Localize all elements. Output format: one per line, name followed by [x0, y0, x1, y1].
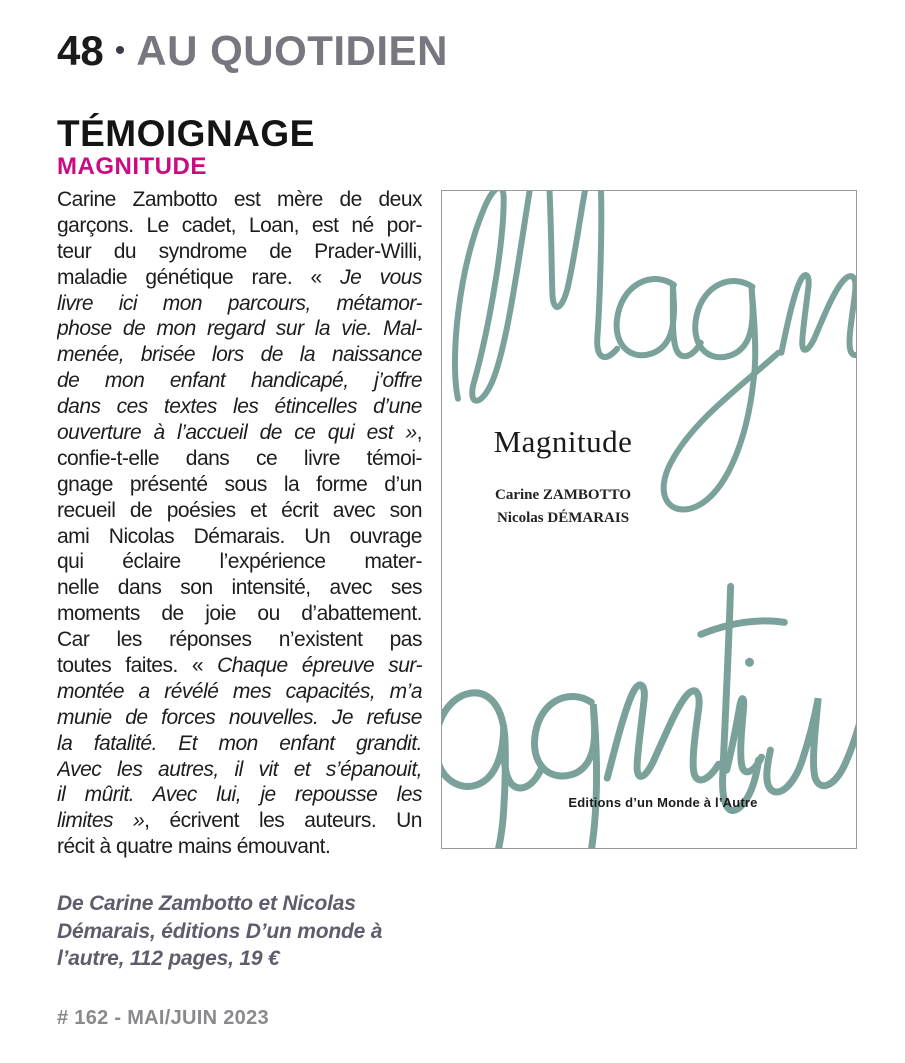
book-publisher: Editions d’un Monde à l’Autre — [568, 795, 758, 810]
body-line: gnage présenté sous la forme d’un — [57, 472, 422, 496]
body-line: limites », écrivent les auteurs. Un — [57, 809, 422, 833]
body-line: Carine Zambotto est mère de deux — [57, 188, 422, 211]
credit-line: l’autre, 112 pages, 19 € — [57, 947, 280, 970]
body-line: il mûrit. Avec lui, je repousse les — [57, 783, 422, 807]
article-body — [57, 187, 422, 860]
article-title: MAGNITUDE — [57, 153, 207, 180]
section-title: AU QUOTIDIEN — [136, 27, 448, 74]
book-cover-image — [441, 190, 857, 849]
body-line: confie-t-elle dans ce livre témoi- — [57, 446, 422, 470]
body-line: montée a révélé mes capacités, m’a — [57, 679, 422, 703]
header-bullet-separator: • — [114, 34, 126, 67]
body-line: de mon enfant handicapé, j’offre — [57, 369, 422, 393]
credit-line: Démarais, éditions D’un monde à — [57, 919, 383, 943]
page-number: 48 — [57, 27, 104, 74]
body-line: munie de forces nouvelles. Je refuse — [57, 705, 422, 729]
body-line: Car les réponses n’existent pas — [57, 628, 422, 652]
script-word-top-magn — [455, 191, 856, 510]
body-line: toutes faites. « Chaque épreuve sur- — [57, 654, 422, 678]
book-title: Magnitude — [493, 424, 633, 459]
body-line: recueil de poésies et écrit avec son — [57, 498, 422, 522]
body-line: garçons. Le cadet, Loan, est né por- — [57, 213, 422, 237]
body-line: ouverture à l’accueil de ce qui est », — [57, 421, 422, 445]
body-line: teur du syndrome de Prader-Willi, — [57, 239, 422, 263]
body-line: menée, brisée lors de la naissance — [57, 343, 422, 367]
book-author: Nicolas DÉMARAIS — [496, 510, 630, 526]
book-author: Carine ZAMBOTTO — [495, 487, 631, 503]
book-authors — [442, 484, 684, 530]
body-line: qui éclaire l’expérience mater- — [57, 550, 422, 574]
body-line: Avec les autres, il vit et s’épanouit, — [57, 757, 422, 781]
body-line: dans ces textes les étincelles d’une — [57, 395, 422, 419]
article-credit — [57, 890, 382, 973]
body-line: maladie génétique rare. « Je vous — [57, 265, 422, 289]
body-line: la fatalité. Et mon enfant grandit. — [57, 731, 422, 755]
article-kicker: TÉMOIGNAGE — [57, 113, 315, 154]
credit-line: De Carine Zambotto et Nicolas — [57, 892, 356, 915]
issue-footer: # 162 - MAI/JUIN 2023 — [57, 1007, 269, 1029]
body-line: ami Nicolas Démarais. Un ouvrage — [57, 524, 422, 548]
body-line: nelle dans son intensité, avec ses — [57, 576, 422, 600]
page-header — [57, 27, 448, 75]
body-line: phose de mon regard sur la vie. Mal- — [57, 317, 422, 341]
body-line: livre ici mon parcours, métamor- — [57, 291, 422, 315]
body-line: récit à quatre mains émouvant. — [57, 835, 331, 859]
body-line: moments de joie ou d’abattement. — [57, 602, 422, 626]
